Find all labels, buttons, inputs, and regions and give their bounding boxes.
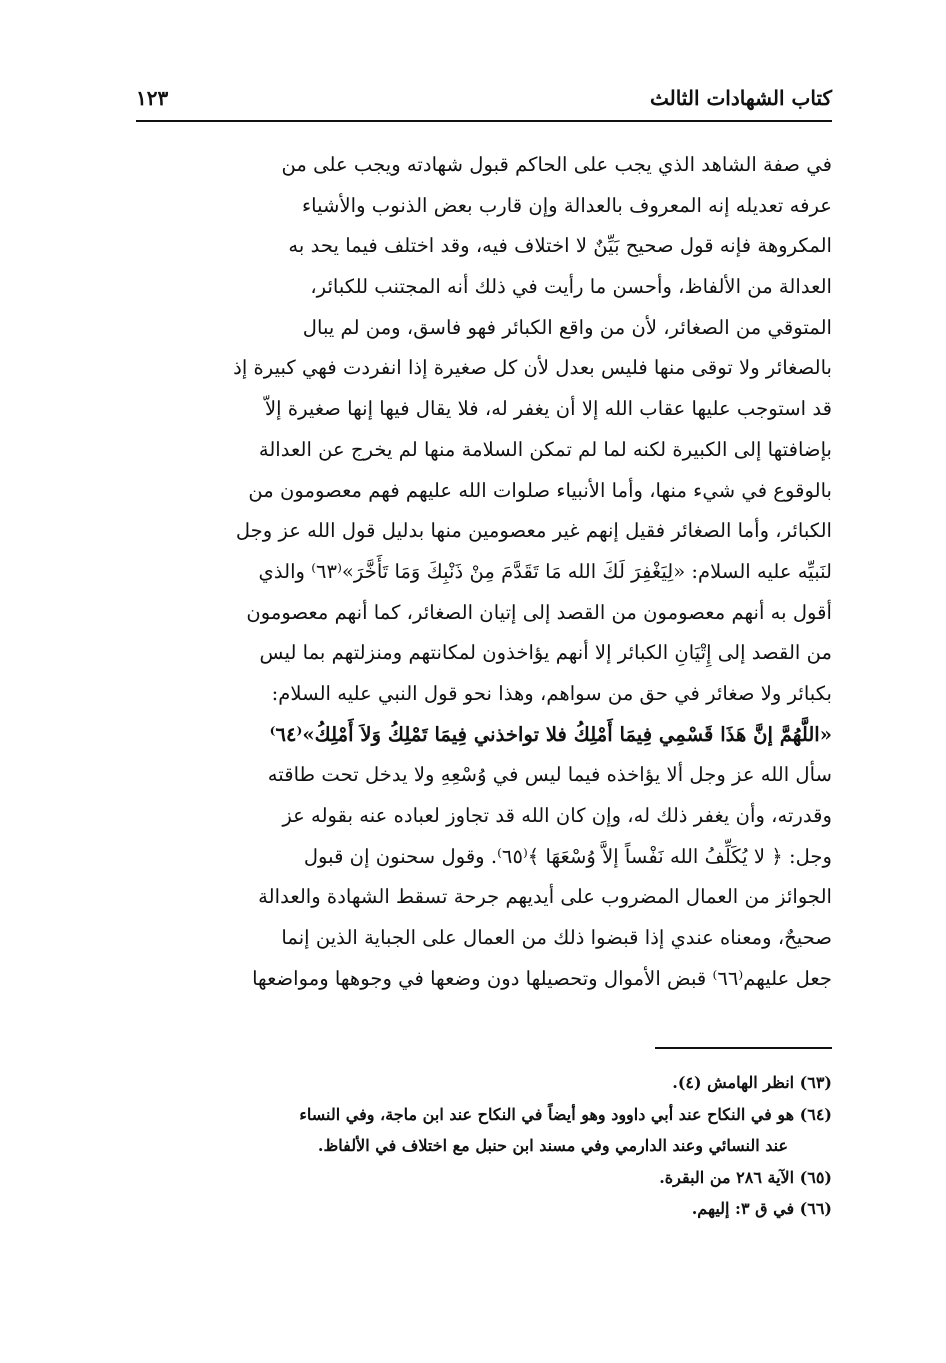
text-line: الجوائز من العمال المضروب على أيديهم جرحة تسقط الشهادة والعدالة [258,885,832,909]
header-rule [136,120,832,122]
page-number: ١٢٣ [136,86,169,110]
main-text [136,145,832,999]
footnote-64: (٦٤) هو في النكاح عند أبي داوود وهو أيضاً في النكاح عند ابن ماجة، وفي النساء [299,1104,832,1124]
text-line: لنَبيِّه عليه السلام: «لِيَغْفِرَ لَكَ الله مَا تَقَدَّمَ مِنْ ذَنْبِكَ وَمَا تَأَخَّرَ»⁽٦٣⁾ والذي [258,559,832,583]
text-line: المكروهة فإنه قول صحيح بَيِّنٌ لا اختلاف فيه، وقد اختلف فيما يحد به [288,234,832,258]
running-header-title: كتاب الشهادات الثالث [649,86,832,110]
text-line: وقدرته، وأن يغفر ذلك له، وإن كان الله قد تجاوز لعباده عنه بقوله عز [282,804,832,827]
text-line: قد استوجب عليها عقاب الله إلا أن يغفر له، فلا يقال فيها إنها صغيرة إلاّ [265,397,832,421]
footnote-64-continued: عند النسائي وعند الدارمي وفي مسند ابن حنبل مع اختلاف في الألفاظ. [317,1136,788,1155]
text-line: المتوقي من الصغائر، لأن من واقع الكبائر فهو فاسق، ومن لم يبال [302,315,832,339]
footnote-separator [655,1047,832,1049]
text-line: بالصغائر ولا توقى منها فليس بعدل لأن كل صغيرة إذا انفردت فهي كبيرة إذ [233,356,832,380]
running-header [136,86,832,118]
text-line: العدالة من الألفاظ، وأحسن ما رأيت في ذلك أنه المجتنب للكبائر، [310,275,832,299]
text-line: جعل عليهم⁽٦٦⁾ قبض الأموال وتحصيلها دون وضعها في وجوهها ومواضعها [252,966,832,990]
footnote-65: (٦٥) الآية ٢٨٦ من البقرة. [659,1167,832,1187]
text-line: بكبائر ولا صغائر في حق من سواهم، وهذا نحو قول النبي عليه السلام: [271,681,832,705]
text-line: عرفه تعديله إنه المعروف بالعدالة وإن قارب بعض الذنوب والأشياء [301,193,832,217]
text-line: سأل الله عز وجل ألا يؤاخذه فيما ليس في وُسْعِهِ ولا يدخل تحت طاقته [267,763,832,787]
text-line: في صفة الشاهد الذي يجب على الحاكم قبول شهادته ويجب على من [281,153,832,176]
footnote-66: (٦٦) في ق ٣: إليهم. [691,1199,832,1218]
text-line: بإضافتها إلى الكبيرة لكنه لما لم تمكن السلامة منها لم يخرج عن العدالة [258,437,832,461]
footnotes [136,1067,832,1225]
text-line: صحيحٌ، ومعناه عندي إذا قبضوا ذلك من العمال على الجباية الذين إنما [281,926,832,950]
text-line: أقول به أنهم معصومون من القصد إلى إتيان الصغائر، كما أنهم معصومون [246,600,832,624]
hadith-quote-line: «اللَّهُمَّ إنَّ هَذَا قَسْمِي فِيمَا أَمْلِكُ فلا تواخذني فِيمَا تَمْلِكُ وَلاَ أَمْلِكُ»⁽٦٤⁾ [269,722,832,746]
footnote-63: (٦٣) انظر الهامش (٤). [672,1073,832,1092]
text-line: الكبائر، وأما الصغائر فقيل إنهم غير معصومين منها بدليل قول الله عز وجل [235,519,832,543]
text-line: وجل: ﴿ لا يُكَلِّفُ الله نَفْساً إلاَّ وُسْعَهَا ﴾⁽٦٥⁾. وقول سحنون إن قبول [303,844,832,868]
text-line: بالوقوع في شيء منها، وأما الأنبياء صلوات الله عليهم فهم معصومون من [248,478,832,502]
text-line: من القصد إلى إِتْيَانِ الكبائر إلا أنهم يؤاخذون لمكانتهم ومنزلتهم بما ليس [259,641,832,665]
